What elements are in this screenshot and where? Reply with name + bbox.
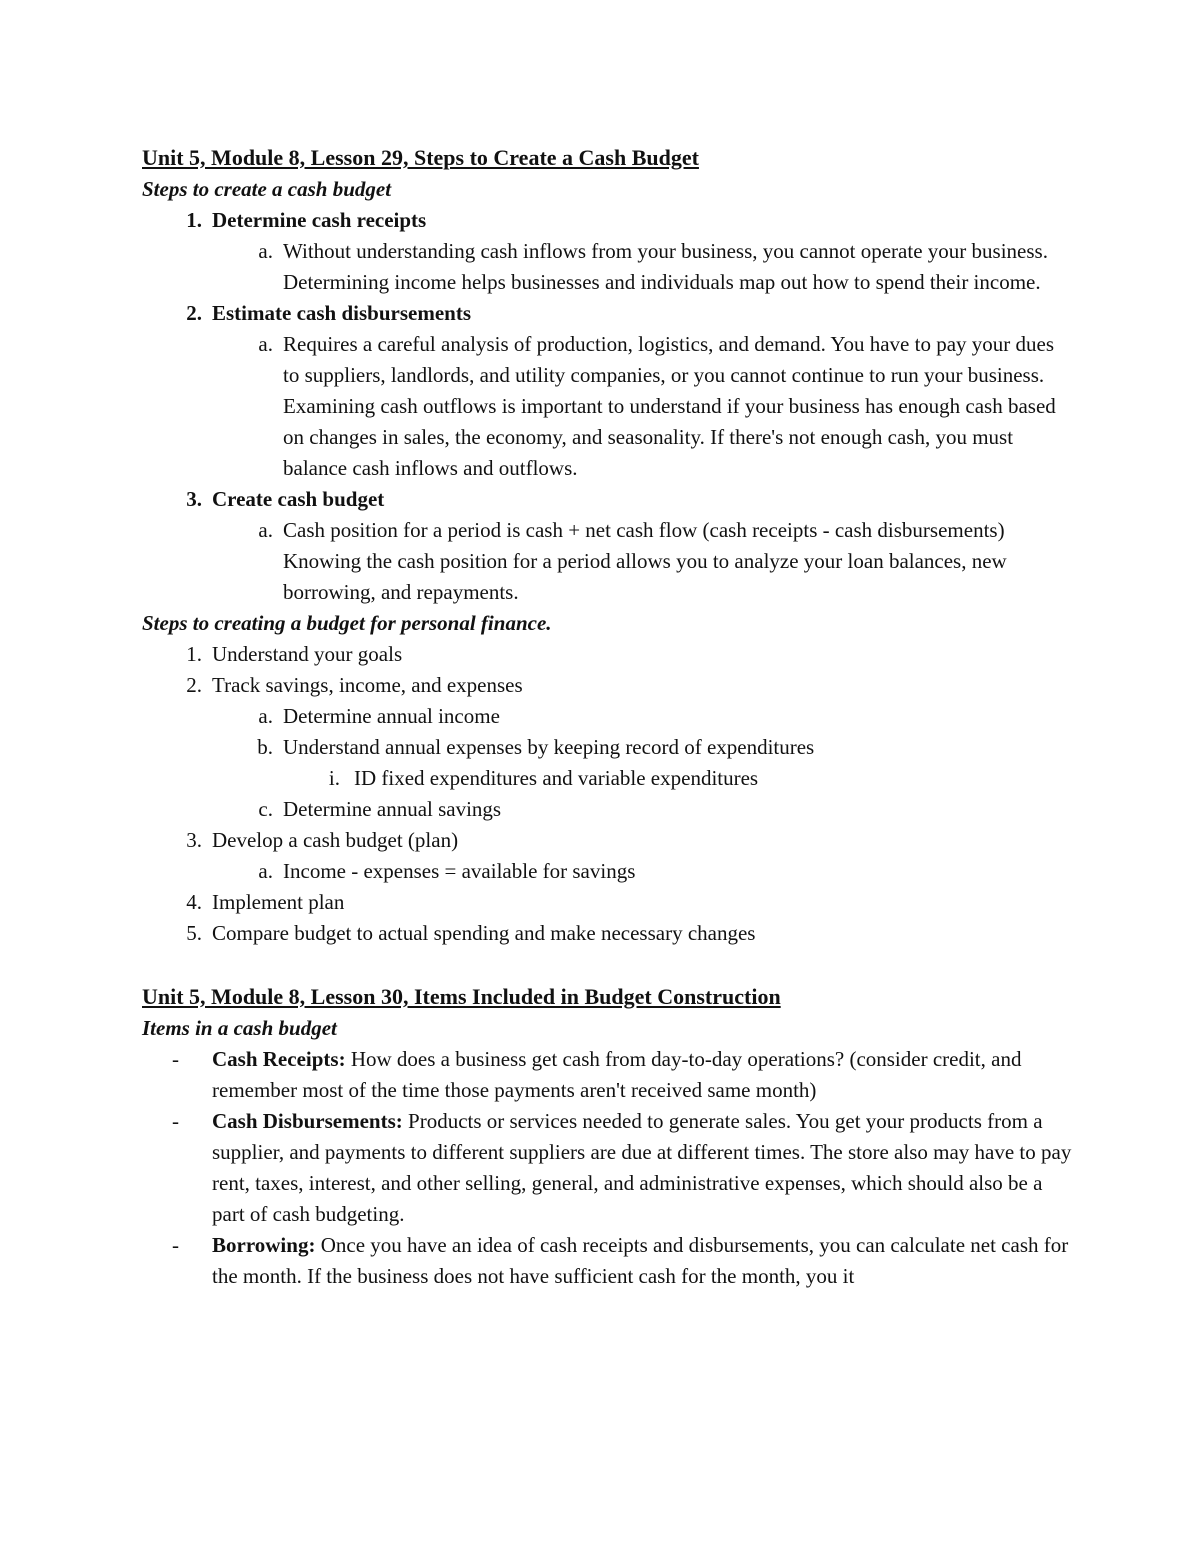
- personal-step-1-text: Understand your goals: [212, 642, 403, 666]
- step-1-detail-text: Without understanding cash inflows from your business, you cannot operate your business. Determining income helps businesses and individuals map out how to spend their income.: [283, 239, 1048, 294]
- lesson-30-heading: Unit 5, Module 8, Lesson 30, Items Included in Budget Construction: [142, 984, 781, 1009]
- item-cash-receipts-label: Cash Receipts:: [212, 1047, 346, 1071]
- personal-step-5: [142, 918, 1072, 949]
- personal-step-4-marker: 4.: [186, 890, 202, 914]
- step-3-marker: 3.: [186, 487, 202, 511]
- personal-step-3a: [142, 856, 1072, 887]
- item-cash-receipts: [142, 1044, 1072, 1106]
- step-2-title: Estimate cash disbursements: [212, 301, 472, 325]
- item-cash-disbursements-marker: -: [172, 1109, 179, 1133]
- item-cash-receipts-text: How does a business get cash from day-to-day operations? (consider credit, and remember most of the time those payments aren't received same month): [212, 1047, 1022, 1102]
- personal-step-1-marker: 1.: [186, 642, 202, 666]
- personal-step-2b-i-text: ID fixed expenditures and variable expenditures: [354, 766, 759, 790]
- step-1-title: Determine cash receipts: [212, 208, 427, 232]
- step-3-title: Create cash budget: [212, 487, 385, 511]
- personal-step-2-marker: 2.: [186, 673, 202, 697]
- step-2-marker: 2.: [186, 301, 202, 325]
- item-borrowing-text: Once you have an idea of cash receipts and disbursements, you can calculate net cash for the month. If the business does not have sufficient cash for the month, you it: [212, 1233, 1069, 1288]
- document-page: [142, 141, 1072, 1292]
- personal-step-2-text: Track savings, income, and expenses: [212, 673, 523, 697]
- step-2-detail-text: Requires a careful analysis of production, logistics, and demand. You have to pay your dues to suppliers, landlords, and utility companies, or you cannot continue to run your business. Examining cash outflows is important to understand if your business has enough cash based on changes in sales, the economy, and seasonality. If there's not enough cash, you must balance cash inflows and outflows.: [283, 332, 1056, 480]
- personal-step-2b-i: [142, 763, 1072, 794]
- personal-step-4: [142, 887, 1072, 918]
- personal-step-1: [142, 639, 1072, 670]
- personal-step-3a-marker: a.: [258, 859, 273, 883]
- personal-step-3: [142, 825, 1072, 856]
- cash-budget-subheading: Steps to create a cash budget: [142, 177, 392, 201]
- step-3-detail-marker: a.: [258, 518, 273, 542]
- item-cash-disbursements-label: Cash Disbursements:: [212, 1109, 403, 1133]
- personal-step-2c-text: Determine annual savings: [283, 797, 502, 821]
- personal-step-2b-i-marker: i.: [328, 766, 340, 790]
- item-cash-disbursements: [142, 1106, 1072, 1230]
- personal-step-3-text: Develop a cash budget (plan): [212, 828, 459, 852]
- step-3: [142, 484, 1072, 515]
- step-1-marker: 1.: [186, 208, 202, 232]
- personal-step-2a: [142, 701, 1072, 732]
- step-3-detail-text: Cash position for a period is cash + net cash flow (cash receipts - cash disbursements) Knowing the cash position for a period allows you to analyze your loan balances, new borrowing, and repayments.: [283, 518, 1007, 604]
- lesson-29-heading: Unit 5, Module 8, Lesson 29, Steps to Create a Cash Budget: [142, 145, 699, 170]
- item-cash-disbursements-text: Products or services needed to generate sales. You get your products from a supplier, and payments to different suppliers are due at different times. The store also may have to pay rent, taxes, interest, and other selling, general, and administrative expenses, which should also be a part of cash budgeting.: [212, 1109, 1072, 1226]
- personal-step-3-marker: 3.: [186, 828, 202, 852]
- step-2-detail: [142, 329, 1072, 484]
- personal-step-2c: [142, 794, 1072, 825]
- items-subheading: Items in a cash budget: [142, 1016, 337, 1040]
- step-2-detail-marker: a.: [258, 332, 273, 356]
- item-borrowing-label: Borrowing:: [212, 1233, 316, 1257]
- personal-step-5-marker: 5.: [186, 921, 202, 945]
- personal-finance-subheading: Steps to creating a budget for personal finance.: [142, 611, 552, 635]
- item-cash-receipts-marker: -: [172, 1047, 179, 1071]
- personal-step-5-text: Compare budget to actual spending and make necessary changes: [212, 921, 756, 945]
- personal-step-3a-text: Income - expenses = available for savings: [283, 859, 636, 883]
- personal-step-2a-marker: a.: [258, 704, 273, 728]
- item-borrowing-marker: -: [172, 1233, 179, 1257]
- step-1: [142, 205, 1072, 236]
- personal-step-2b-text: Understand annual expenses by keeping record of expenditures: [283, 735, 815, 759]
- personal-step-2c-marker: c.: [258, 797, 273, 821]
- personal-step-2: [142, 670, 1072, 701]
- step-2: [142, 298, 1072, 329]
- personal-step-2b: [142, 732, 1072, 763]
- step-1-detail-marker: a.: [258, 239, 273, 263]
- step-1-detail: [142, 236, 1072, 298]
- personal-step-4-text: Implement plan: [212, 890, 345, 914]
- personal-step-2b-marker: b.: [257, 735, 273, 759]
- section-spacer: [142, 949, 1072, 980]
- step-3-detail: [142, 515, 1072, 608]
- personal-step-2a-text: Determine annual income: [283, 704, 500, 728]
- item-borrowing: [142, 1230, 1072, 1292]
